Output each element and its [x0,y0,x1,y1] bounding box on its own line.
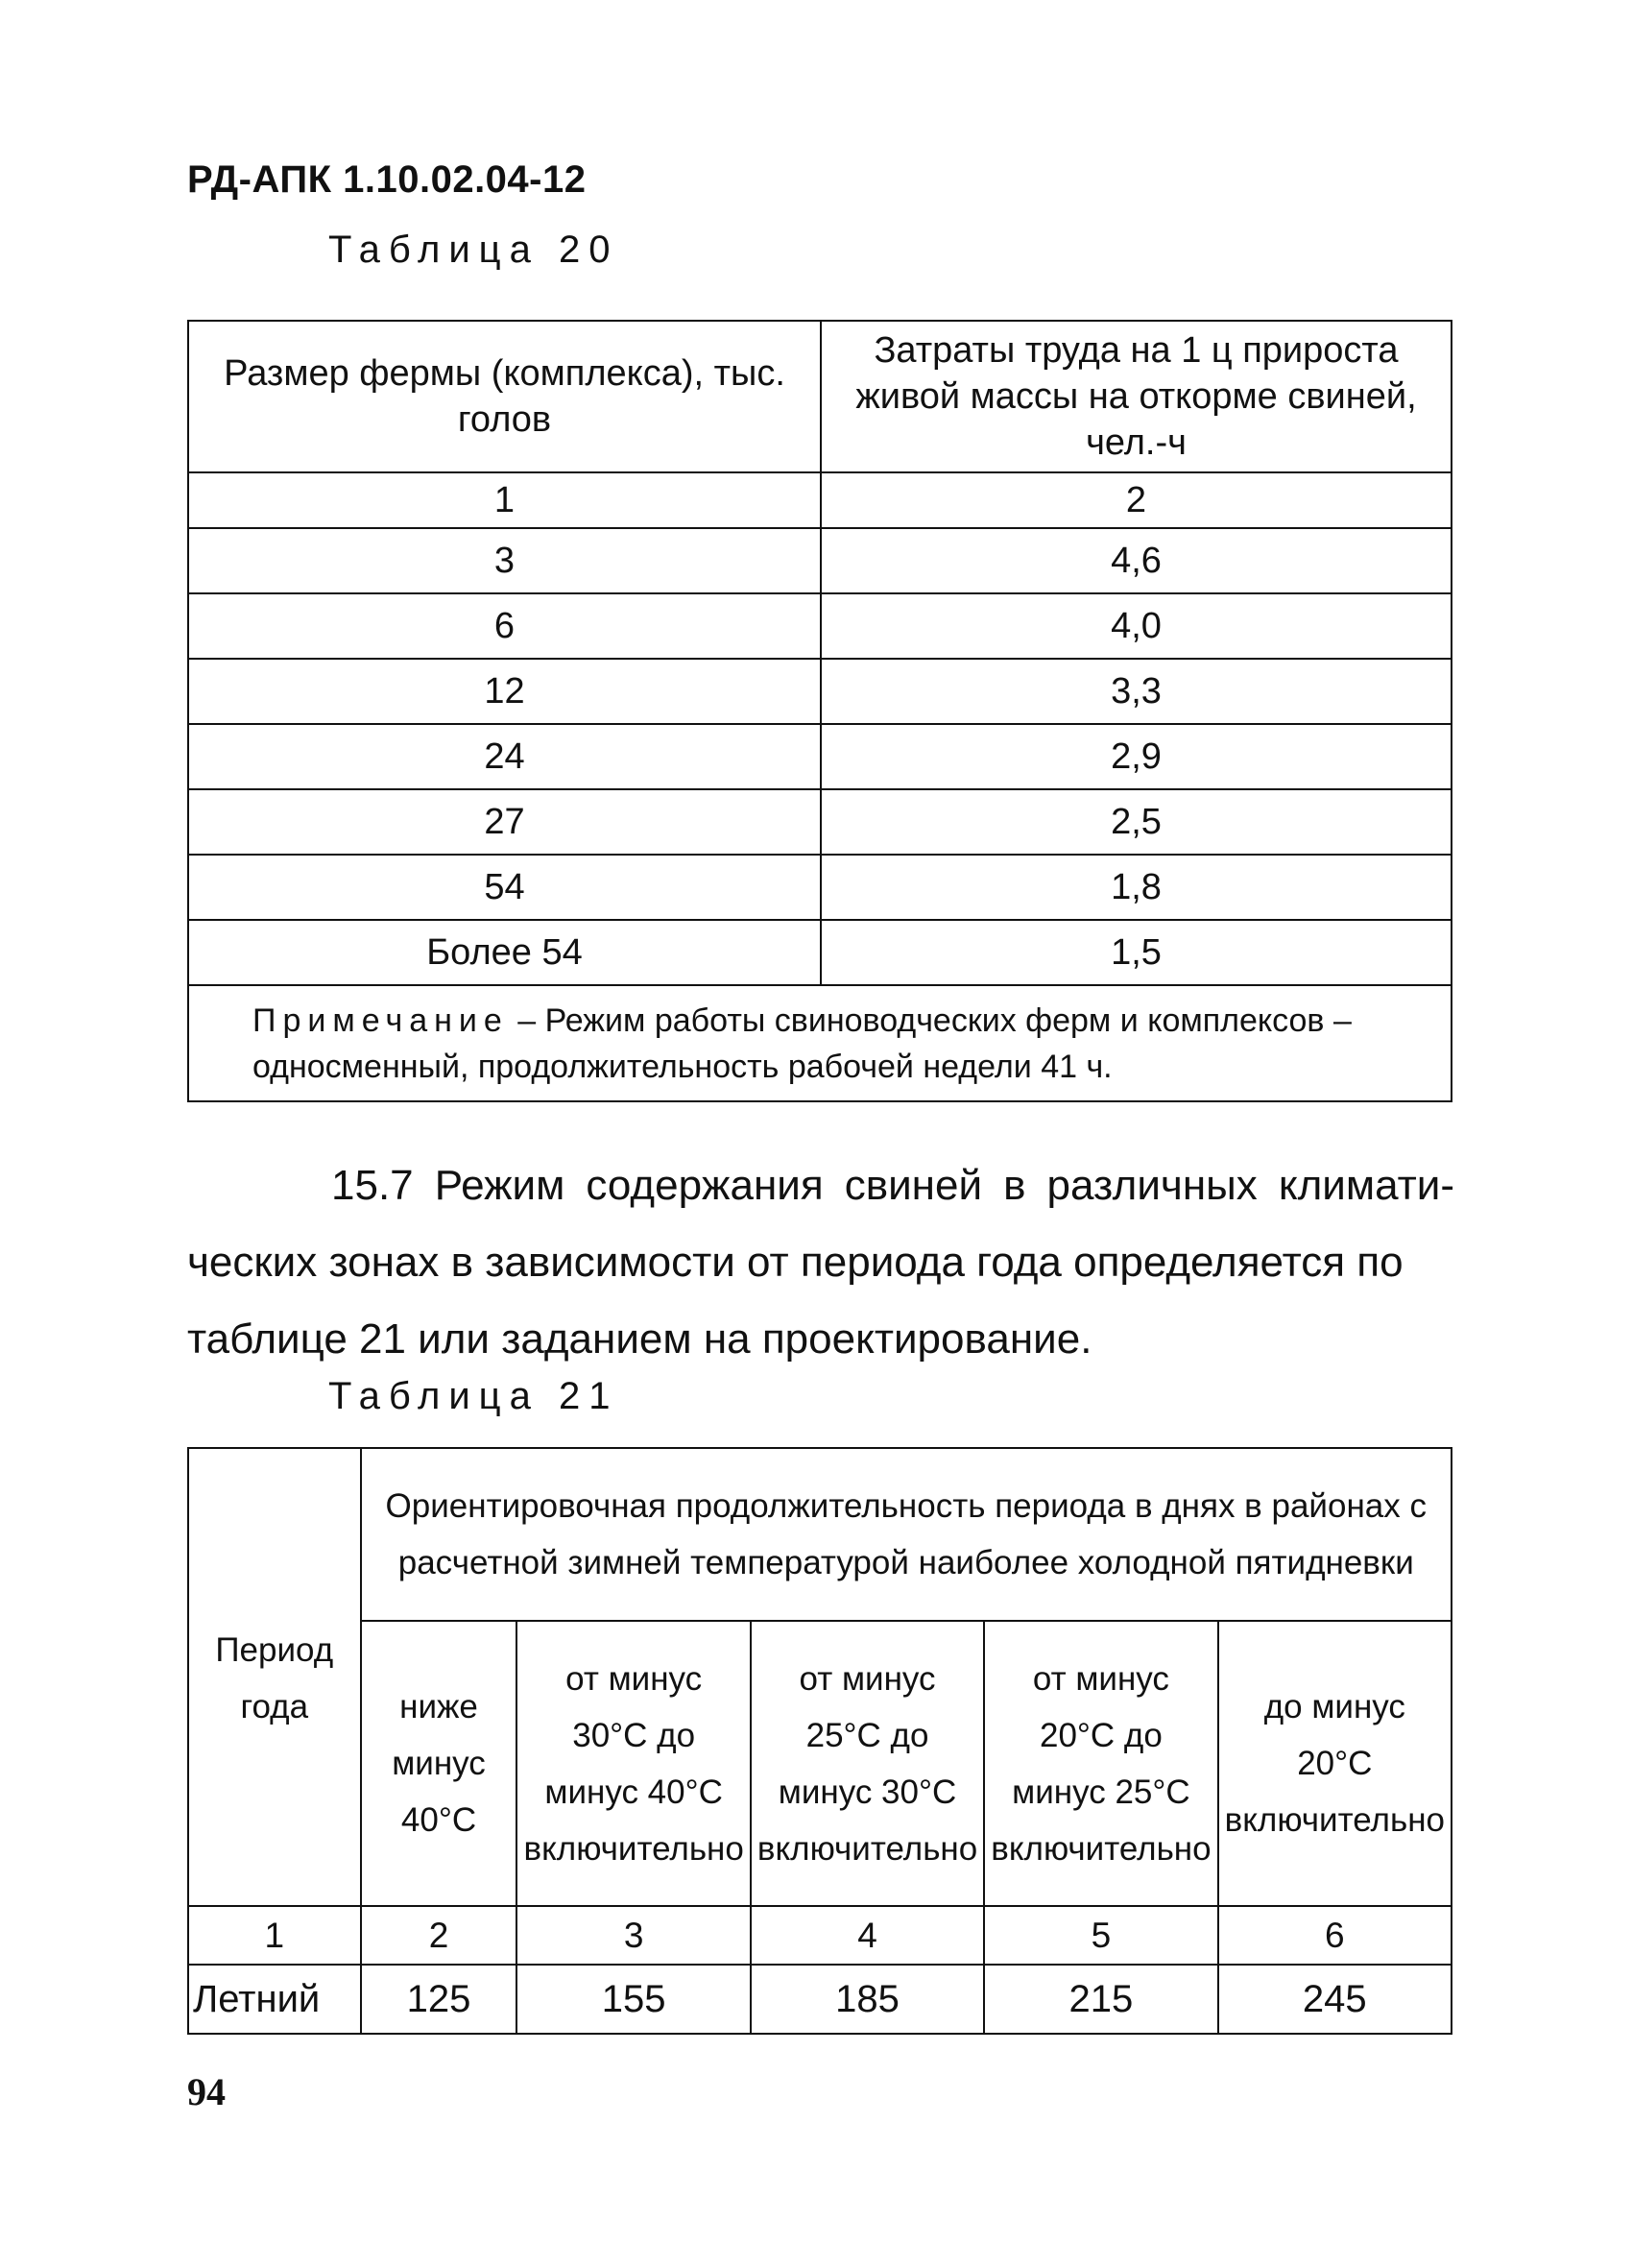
table-row [188,789,1452,855]
duration-cell: 125 [361,1965,517,2034]
labor-cost-cell: 4,6 [821,528,1452,593]
labor-cost-cell: 1,5 [821,920,1452,985]
farm-size-cell: 3 [188,528,821,593]
duration-cell: 185 [751,1965,984,2034]
farm-size-cell: Более 54 [188,920,821,985]
table-note [188,985,1452,1101]
paragraph-line: ческих зонах в зависимости от периода года определяется по [187,1239,1404,1286]
table-21-caption: Таблица 21 [328,1375,619,1417]
table-header-row [188,1448,1452,1621]
duration-cell: 215 [984,1965,1217,2034]
subheader-30-to-40: от минус 30°С до минус 40°С включительно [516,1621,750,1906]
table-header-row [188,321,1452,472]
labor-cost-cell: 3,3 [821,659,1452,724]
column-number: 1 [188,472,821,528]
period-cell: Летний [188,1965,361,2034]
table-row [188,855,1452,920]
labor-cost-cell: 2,9 [821,724,1452,789]
table-row [188,659,1452,724]
column-number-row [188,1906,1452,1965]
column-number: 2 [361,1906,517,1965]
page-number: 94 [187,2070,226,2113]
duration-cell: 245 [1218,1965,1452,2034]
document-code: РД-АПК 1.10.02.04-12 [187,158,587,201]
column-number-row [188,472,1452,528]
table-note-row [188,985,1452,1101]
farm-size-cell: 27 [188,789,821,855]
duration-cell: 155 [516,1965,750,2034]
paragraph-15-7 [187,1147,1454,1378]
column-number: 3 [516,1906,750,1965]
table-row [188,1965,1452,2034]
table-row [188,593,1452,659]
subheader-20-to-25: от минус 20°С до минус 25°С включительно [984,1621,1217,1906]
farm-size-cell: 54 [188,855,821,920]
header-duration-group: Ориентировочная продолжительность периода в днях в районах с расчетной зимней температурой наиболее холодной пятидневки [361,1448,1452,1621]
table-row [188,528,1452,593]
header-farm-size: Размер фермы (комплекса), тыс. голов [188,321,821,472]
table-row [188,920,1452,985]
paragraph-line: таблице 21 или заданием на проектирование. [187,1315,1092,1363]
farm-size-cell: 12 [188,659,821,724]
subheader-below-40: ниже минус 40°С [361,1621,517,1906]
table-20-caption: Таблица 20 [328,229,619,271]
column-number: 2 [821,472,1452,528]
paragraph-line: 15.7 Режим содержания свиней в различных климати- [331,1162,1454,1209]
table-20 [187,320,1452,1102]
column-number: 1 [188,1906,361,1965]
labor-cost-cell: 4,0 [821,593,1452,659]
header-labor-cost: Затраты труда на 1 ц прироста живой массы на откорме свиней, чел.-ч [821,321,1452,472]
subheader-25-to-30: от минус 25°С до минус 30°С включительно [751,1621,984,1906]
labor-cost-cell: 2,5 [821,789,1452,855]
table-subheader-row [188,1621,1452,1906]
column-number: 6 [1218,1906,1452,1965]
header-period: Период года [188,1448,361,1906]
table-row [188,724,1452,789]
farm-size-cell: 24 [188,724,821,789]
farm-size-cell: 6 [188,593,821,659]
column-number: 5 [984,1906,1217,1965]
table-21 [187,1447,1452,2035]
labor-cost-cell: 1,8 [821,855,1452,920]
note-text: – Режим работы свиноводческих ферм и комплексов – односменный, продолжительность рабочей недели 41 ч. [252,1001,1352,1085]
subheader-up-to-20: до минус 20°С включительно [1218,1621,1452,1906]
column-number: 4 [751,1906,984,1965]
note-label: Примечание [252,1001,509,1039]
